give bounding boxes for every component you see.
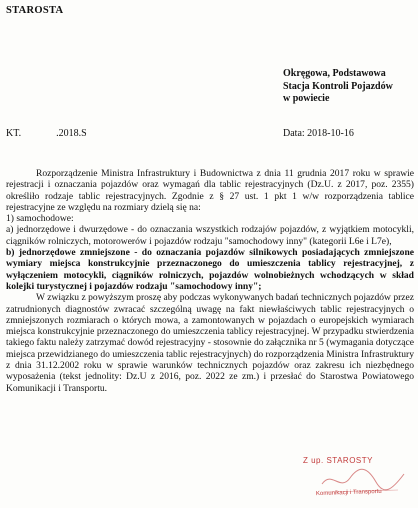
letter-body [6,168,414,394]
recipient-line-2: Stacja Kontroli Pojazdów [283,80,393,92]
recipient-line-3: w powiecie [283,93,330,104]
letter-date: Data: 2018-10-16 [283,128,354,139]
recipient-block [283,68,415,106]
signature-line: Z up. STAROSTY [303,456,373,465]
paragraph-intro: Rozporządzenie Ministra Infrastruktury i Budownictwa z dnia 11 grudnia 2017 roku w sprawie rejestracji i oznaczania pojazdów oraz wymagań dla tablic rejestracyjnych (Dz.U. z 2017, poz. 2355) określiło rodzaje tablic rejestracyjnych. Zgodnie z § 27 ust. 1 pkt 1 w/w rozporządzenia tablice rejestracyjne ze względu na rozmiary dzielą się na: [6,168,414,213]
letterhead-title: STAROSTA [6,5,64,16]
reference-number: KT. .2018.S [6,128,87,139]
paragraph-request: W związku z powyższym proszę aby podczas wykonywanych badań technicznych pojazdów przez zatrudnionych diagnostów zwracać szczególną uwagę na fakt niewłaściwych tablic rejestracyjnych o zmniejszonych rozmiarach o których mowa, a zamontowanych w pojazdach o europejskich wymiarach miejsca konstrukcyjnie przeznaczonego do umieszczenia tablicy rejestracyjnej. W przypadku stwierdzenia takiego faktu należy zatrzymać dowód rejestracyjny - stosownie do załącznika nr 5 (wymagania dotyczące miejsca przewidzianego do umieszczenia tablic rejestracyjnych) do rozporządzenia Ministra Infrastruktury z dnia 31.12.2002 roku w sprawie warunków technicznych pojazdów oraz zakresu ich niezbędnego wyposażenia (tekst jednolity: Dz.U z 2016, poz. 2022 ze zm.) i przesłać do Starostwa Powiatowego Komunikacji i Transportu. [6,292,414,394]
paragraph-item-b: b) jednorzędowe zmniejszone - do oznaczania pojazdów silnikowych posiadających zmniejszone wymiary miejsca konstrukcyjnie przeznaczonego do umieszczenia tablicy rejestracyjnej, z wyłączeniem motocykli, ciągników rolniczych, pojazdów wolnobieżnych wchodzących w skład kolejki turystycznej i pojazdów rodzaju "samochodowy inny"; [6,247,414,292]
recipient-line-1: Okręgowa, Podstawowa [283,68,386,79]
paragraph-list-heading: 1) samochodowe: [6,213,74,225]
paragraph-item-a: a) jednorzędowe i dwurzędowe - do oznaczania wszystkich rodzajów pojazdów, z wyjątkiem motocykli, ciągników rolniczych, motorowerów i pojazdów rodzaju "samochodowy inny" (kategorii L6e i L7e), [6,224,414,247]
signature-department: Komunikacji i Transportu [315,488,382,498]
